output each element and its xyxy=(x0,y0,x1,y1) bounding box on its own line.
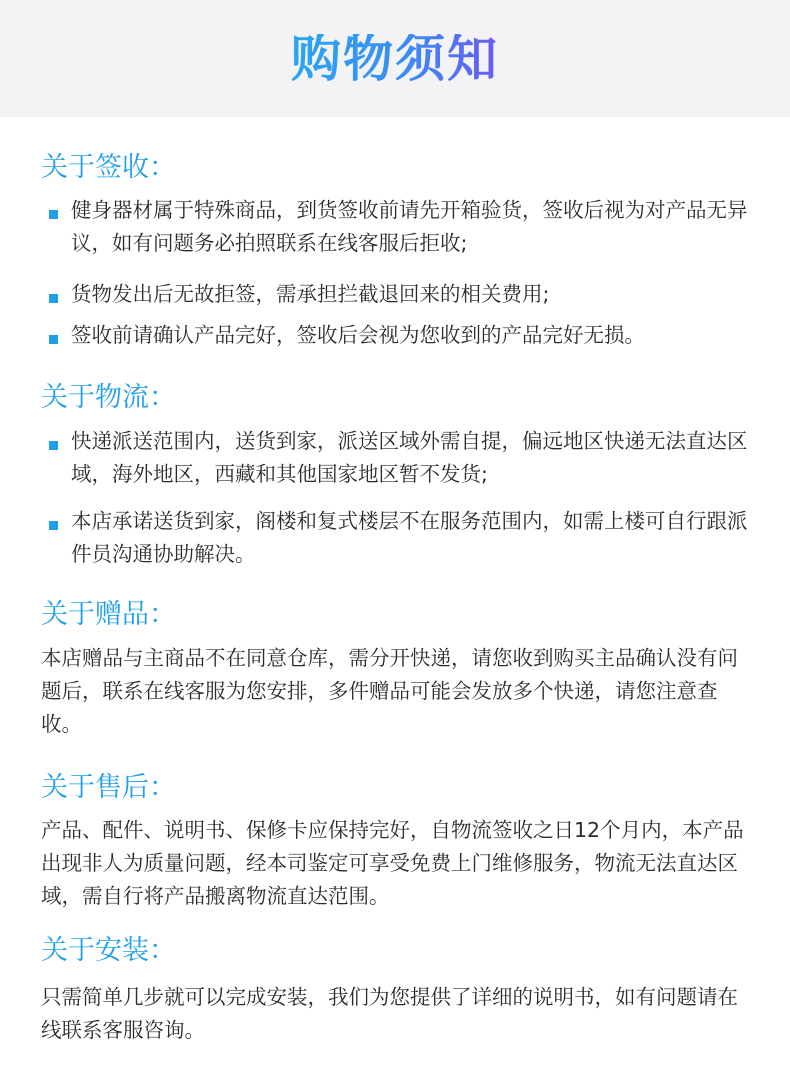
bullet-square-icon xyxy=(49,294,58,303)
bullet-square-icon xyxy=(49,521,58,530)
list-item-text: 快递派送范围内，送货到家，派送区域外需自提，偏远地区快递无法直达区域，海外地区，西藏和其他国家地区暂不发货; xyxy=(71,429,748,486)
section-title-signing: 关于签收： xyxy=(41,152,176,183)
section-title-gifts: 关于赠品： xyxy=(41,599,176,630)
bullet-square-icon xyxy=(49,441,58,450)
section-title-aftersales: 关于售后： xyxy=(41,772,176,803)
installation-text: 只需简单几步就可以完成安装，我们为您提供了详细的说明书，如有问题请在线联系客服咨询。 xyxy=(41,985,738,1042)
aftersales-text: 产品、配件、说明书、保修卡应保持完好，自物流签收之日12个月内，本产品出现非人为质量问题，经本司鉴定可享受免费上门维修服务，物流无法直达区域，需自行将产品搬离物流直达范围。 xyxy=(41,818,744,908)
list-item-text: 货物发出后无故拒签，需承担拦截退回来的相关费用; xyxy=(71,282,550,306)
page-header xyxy=(0,0,790,117)
list-item-text: 健身器材属于特殊商品，到货签收前请先开箱验货，签收后视为对产品无异议，如有问题务必拍照联系在线客服后拒收; xyxy=(71,198,748,255)
page-title: 购物须知 xyxy=(291,29,499,88)
list-item-text: 本店承诺送货到家，阁楼和复式楼层不在服务范围内，如需上楼可自行跟派件员沟通协助解决。 xyxy=(71,509,748,566)
section-title-logistics: 关于物流： xyxy=(41,382,176,413)
section-title-installation: 关于安装： xyxy=(41,935,176,966)
list-item-text: 签收前请确认产品完好，签收后会视为您收到的产品完好无损。 xyxy=(71,323,645,347)
gifts-text: 本店赠品与主商品不在同意仓库，需分开快递，请您收到购买主品确认没有问题后，联系在线客服为您安排，多件赠品可能会发放多个快递，请您注意查收。 xyxy=(41,646,738,736)
bullet-square-icon xyxy=(49,210,58,219)
bullet-square-icon xyxy=(49,335,58,344)
